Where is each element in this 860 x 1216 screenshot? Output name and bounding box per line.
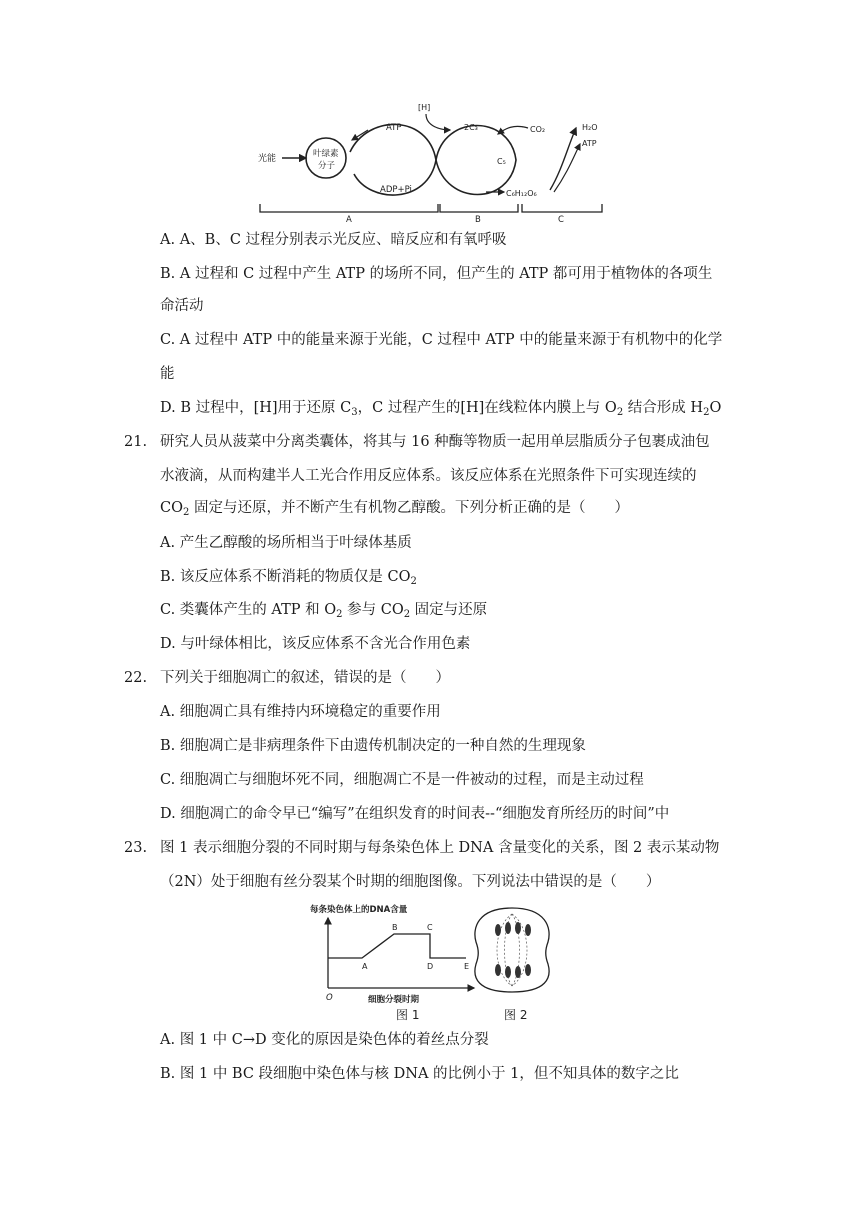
co2-arrow <box>498 126 528 134</box>
graph-x-label: 细胞分裂时期 <box>368 995 420 1005</box>
bracket-a <box>260 204 438 212</box>
q21-number: 21. <box>124 434 148 450</box>
q22-option-d: D. 细胞凋亡的命令早已“编写”在组织发育的时间表--“细胞发育所经历的时间”中 <box>160 806 670 822</box>
q20-option-b-line2: 命活动 <box>160 298 204 314</box>
graph-origin: O <box>326 993 333 1003</box>
figure2-caption: 图 2 <box>504 1008 528 1022</box>
q23-option-a: A. 图 1 中 C→D 变化的原因是染色体的着丝点分裂 <box>160 1032 489 1048</box>
q23-stem-line1: 图 1 表示细胞分裂的不同时期与每条染色体上 DNA 含量变化的关系，图 2 表示某动物 <box>160 840 720 856</box>
q22-stem: 下列关于细胞凋亡的叙述，错误的是（ ） <box>160 670 450 686</box>
q21-stem-line3: $CO_2$ 固定与还原，并不断产生有机物乙醇酸。下列分析正确的是（ ） <box>160 500 629 518</box>
point-d-label: D <box>427 962 434 971</box>
point-c-label: C <box>427 923 433 932</box>
bracket-b <box>440 204 518 212</box>
light-energy-label: 光能 <box>258 154 277 164</box>
q23-stem-line2: （2N）处于细胞有丝分裂某个时期的细胞图像。下列说法中错误的是（ ） <box>160 874 661 890</box>
q21-option-c: C. 类囊体产生的 ATP 和 $O_2$ 参与 $CO_2$ 固定与还原 <box>160 602 488 620</box>
chromosomes-top <box>495 922 531 936</box>
spindle-fibers <box>497 914 527 986</box>
figure1-caption: 图 1 <box>396 1008 420 1022</box>
co2-label: CO₂ <box>530 125 546 134</box>
q22-option-b: B. 细胞凋亡是非病理条件下由遗传机制决定的一种自然的生理现象 <box>160 738 586 754</box>
c5-label: C₅ <box>497 157 506 166</box>
bracket-b-label: B <box>475 215 481 222</box>
q21-stem-line2: 水液滴，从而构建半人工光合作用反应体系。该反应体系在光照条件下可实现连续的 <box>160 468 697 484</box>
atp2-label: ATP <box>582 139 597 148</box>
point-e-label: E <box>464 962 470 971</box>
h-label: [H] <box>418 103 431 112</box>
q21-option-a: A. 产生乙醇酸的场所相当于叶绿体基质 <box>160 535 412 551</box>
point-b-label: B <box>392 923 398 932</box>
q21-option-d: D. 与叶绿体相比，该反应体系不含光合作用色素 <box>160 636 471 652</box>
atp-label: ATP <box>386 123 402 133</box>
q20-option-c-line2: 能 <box>160 366 175 382</box>
chlorophyll-label-2: 分子 <box>318 161 336 171</box>
cell-division-figure <box>296 898 566 1026</box>
h-arrow <box>426 114 450 130</box>
photosynthesis-diagram <box>250 100 620 222</box>
q21-stem-line1: 研究人员从菠菜中分离类囊体，将其与 16 种酶等物质一起用单层脂质分子包裹成油包 <box>160 434 710 450</box>
chlorophyll-label-1: 叶绿素 <box>313 149 339 159</box>
bracket-c <box>522 204 602 212</box>
q20-option-c-line1: C. A 过程中 ATP 中的能量来源于光能，C 过程中 ATP 中的能量来源于有机物中的化学 <box>160 332 723 348</box>
q22-option-c: C. 细胞凋亡与细胞坏死不同，细胞凋亡不是一件被动的过程，而是主动过程 <box>160 772 644 788</box>
adp-label: ADP+Pi <box>380 185 412 195</box>
q20-option-b-line1: B. A 过程和 C 过程中产生 ATP 的场所不同，但产生的 ATP 都可用于植物体的各项生 <box>160 266 713 282</box>
chromosomes-bottom <box>495 964 531 978</box>
q21-option-b: B. 该反应体系不断消耗的物质仅是 $CO_2$ <box>160 569 417 587</box>
dividing-cell <box>475 908 549 992</box>
dna-content-line <box>328 934 466 958</box>
h2o-label: H₂O <box>582 123 598 132</box>
point-a-label: A <box>362 962 368 971</box>
c3-label: 2C₃ <box>464 123 478 132</box>
q22-number: 22. <box>124 670 148 686</box>
q20-option-a: A. A、B、C 过程分别表示光反应、暗反应和有氧呼吸 <box>160 232 507 248</box>
q22-option-a: A. 细胞凋亡具有维持内环境稳定的重要作用 <box>160 704 441 720</box>
q23-option-b: B. 图 1 中 BC 段细胞中染色体与核 DNA 的比例小于 1，但不知具体的数字之比 <box>160 1066 679 1082</box>
q20-option-d: D. B 过程中，[H]用于还原 $C_3$，C 过程产生的[H]在线粒体内膜上与 $O_2$ 结合形成 $H_2O$ <box>160 400 722 418</box>
q23-number: 23. <box>124 840 148 856</box>
bracket-c-label: C <box>558 215 564 222</box>
bracket-a-label: A <box>346 215 352 222</box>
graph-y-label: 每条染色体上的DNA含量 <box>310 905 408 915</box>
respiration-arc <box>550 128 576 190</box>
glucose-label: C₆H₁₂O₆ <box>506 189 537 198</box>
